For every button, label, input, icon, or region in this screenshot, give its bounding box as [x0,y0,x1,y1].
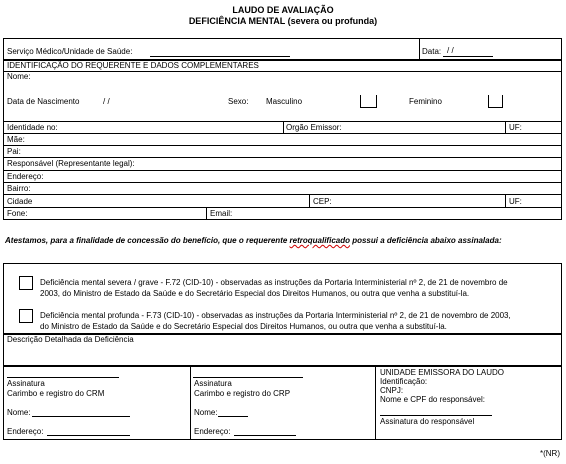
data-nascimento-slashes: / / [103,97,110,106]
crp-endereco-label: Endereço: [194,427,231,436]
crm-signature-line[interactable] [7,377,119,378]
unidade-identificacao-label: Identificação: [380,377,428,386]
document-subtitle: DEFICIÊNCIA MENTAL (severa ou profunda) [188,16,378,26]
severa-checkbox[interactable] [19,276,33,290]
bairro-label: Bairro: [7,184,31,193]
nome-label: Nome: [7,72,31,81]
sexo-label: Sexo: [228,97,249,106]
feminino-label: Feminino [409,97,442,106]
masculino-label: Masculino [266,97,303,106]
section-title-identificacao: IDENTIFICAÇÃO DO REQUERENTE E DADOS COMPLEMENTARES [7,61,259,70]
profunda-text-line1: Deficiência mental profunda - F.73 (CID-10) - observadas as instruções da Portaria Interministerial nº 2, de 21 de novembro de 2003, [40,311,511,320]
fone-label: Fone: [7,209,28,218]
profunda-text-line2: do Ministro de Estado da Saúde e do Secretário Especial dos Direitos Humanos, ou outra que venha a substituí-la. [40,322,447,331]
crp-assinatura-label: Assinatura [194,379,232,388]
crm-assinatura-label: Assinatura [7,379,45,388]
servico-label: Serviço Médico/Unidade de Saúde: [7,47,133,56]
email-label: Email: [210,209,233,218]
unidade-cnpj-label: CNPJ: [380,386,404,395]
unidade-assinatura-label: Assinatura do responsável [380,417,475,426]
crm-endereco-field[interactable] [47,435,130,436]
cep-label: CEP: [313,197,332,206]
crp-carimbo-label: Carimbo e registro do CRP [194,389,291,398]
data-field[interactable] [443,56,493,57]
uf2-label: UF: [509,197,522,206]
pai-label: Pai: [7,147,21,156]
crm-nome-field[interactable] [32,416,130,417]
crp-endereco-field[interactable] [234,435,296,436]
crm-endereco-label: Endereço: [7,427,44,436]
severa-text-line1: Deficiência mental severa / grave - F.72 (CID-10) - observadas as instruções da Portaria Interministerial nº 2, de 21 de novembro de [40,278,508,287]
servico-field[interactable] [150,56,290,57]
cidade-label: Cidade [7,197,33,206]
feminino-checkbox[interactable] [488,95,503,108]
data-slashes: / / [447,46,454,55]
severa-text-line2: 2003, do Ministro de Estado da Saúde e do Secretário Especial dos Direitos Humanos, ou outra que venha a substituí-la. [40,289,470,298]
document-title: LAUDO DE AVALIAÇÃO [232,5,334,15]
identificacao-box [3,60,562,220]
unidade-title: UNIDADE EMISSORA DO LAUDO [380,368,505,377]
orgao-emissor-label: Orgão Emissor: [286,123,342,132]
unidade-nome-cpf-label: Nome e CPF do responsável: [380,395,485,404]
crm-carimbo-label: Carimbo e registro do CRM [7,389,105,398]
identidade-label: Identidade no: [7,123,58,132]
data-label: Data: [422,47,442,56]
crp-signature-line[interactable] [193,377,303,378]
data-nascimento-label: Data de Nascimento [7,97,80,106]
endereco-label: Endereço: [7,172,44,181]
uf-label: UF: [509,123,522,132]
crm-nome-label: Nome: [7,408,31,417]
attest-sentence: Atestamos, para a finalidade de concessão do benefício, que o requerente retroqualificado possui a deficiência abaixo assinalada: [5,236,502,245]
profunda-checkbox[interactable] [19,309,33,323]
crp-nome-field[interactable] [218,416,248,417]
mae-label: Mãe: [7,135,25,144]
descricao-label: Descrição Detalhada da Deficiência [7,335,134,344]
footer-note: *(NR) [540,449,560,458]
crp-nome-label: Nome: [194,408,218,417]
masculino-checkbox[interactable] [360,95,377,108]
unidade-signature-line[interactable] [380,415,492,416]
responsavel-label: Responsável (Representante legal): [7,159,135,168]
